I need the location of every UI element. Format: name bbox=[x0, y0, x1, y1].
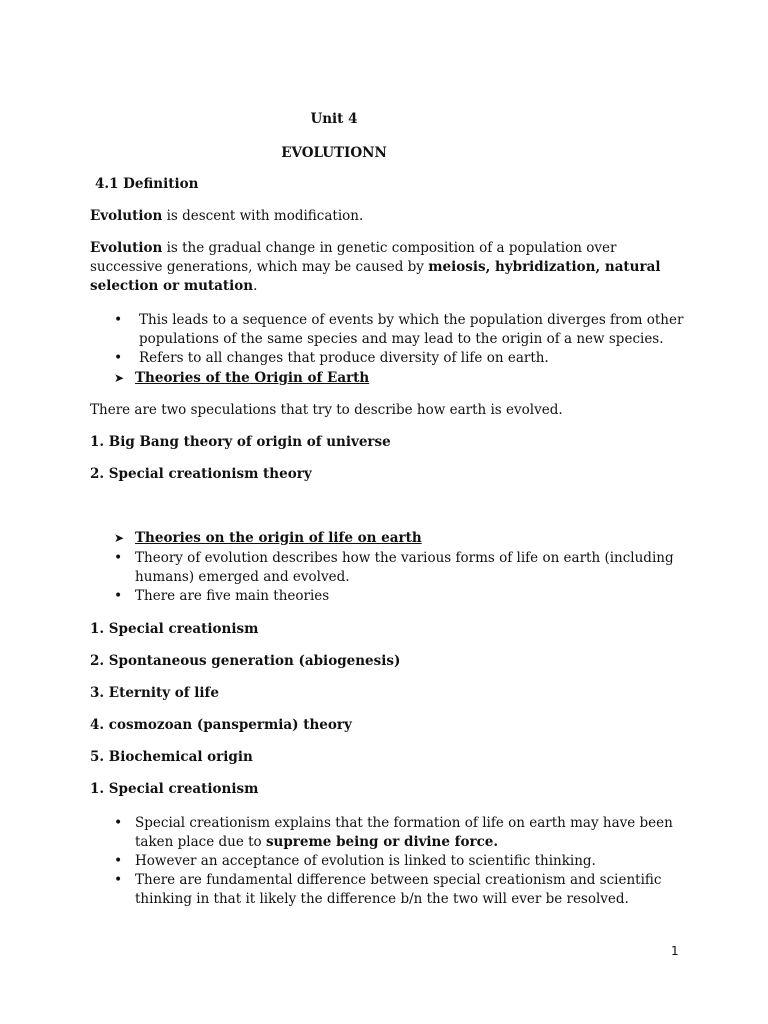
list-item bbox=[90, 549, 690, 587]
definition-2-end: . bbox=[253, 278, 258, 294]
earth-theory-2: 2. Special creationism theory bbox=[90, 466, 312, 482]
list-item bbox=[90, 349, 690, 368]
bullet-icon: • bbox=[114, 872, 123, 888]
definition-2-causes-cont: selection or mutation bbox=[90, 278, 254, 294]
list-item-emphasis: supreme being or divine force. bbox=[265, 834, 499, 850]
bullet-icon: • bbox=[114, 350, 123, 366]
arrow-icon: ➤ bbox=[114, 371, 125, 385]
definition-1-text: is descent with modification. bbox=[162, 208, 364, 224]
bullet-icon: • bbox=[114, 550, 123, 566]
sub-heading: 1. Special creationism bbox=[90, 781, 259, 797]
definition-2-term: Evolution bbox=[90, 240, 163, 256]
life-theory-1: 1. Special creationism bbox=[90, 621, 259, 637]
bullet-icon: • bbox=[114, 312, 123, 328]
life-theory-2: 2. Spontaneous generation (abiogenesis) bbox=[90, 653, 401, 669]
list-item-line: There are fundamental difference between special creationism and scientific bbox=[135, 872, 662, 888]
list-item-line: Theory of evolution describes how the various forms of life on earth (including bbox=[135, 550, 674, 566]
definition-2-line1: is the gradual change in genetic composition of a population over bbox=[162, 240, 617, 256]
unit-title: Unit 4 bbox=[310, 111, 358, 127]
bullet-list-2 bbox=[90, 549, 690, 606]
speculation-text: There are two speculations that try to describe how earth is evolved. bbox=[90, 402, 563, 418]
list-item-line: humans) emerged and evolved. bbox=[135, 569, 350, 585]
arrow-icon: ➤ bbox=[114, 531, 125, 545]
list-item-line: thinking in that it likely the difference b/n the two will ever be resolved. bbox=[135, 891, 629, 907]
bullet-icon: • bbox=[114, 853, 123, 869]
bullet-list-3 bbox=[90, 814, 690, 909]
list-item-line: Refers to all changes that produce diversity of life on earth. bbox=[139, 350, 549, 366]
chapter-title: EVOLUTIONN bbox=[281, 145, 387, 161]
list-item bbox=[90, 814, 690, 852]
definition-1-term: Evolution bbox=[90, 208, 163, 224]
life-theory-4: 4. cosmozoan (panspermia) theory bbox=[90, 717, 352, 733]
earth-theory-1: 1. Big Bang theory of origin of universe bbox=[90, 434, 391, 450]
definition-2-line2: successive generations, which may be caused by bbox=[90, 259, 429, 275]
definition-2-causes: meiosis, hybridization, natural bbox=[428, 259, 661, 275]
list-item-text: taken place due to bbox=[135, 834, 266, 850]
bullet-icon: • bbox=[114, 815, 123, 831]
bullet-list-1 bbox=[90, 311, 690, 368]
life-theory-3: 3. Eternity of life bbox=[90, 685, 219, 701]
life-theory-5: 5. Biochemical origin bbox=[90, 749, 253, 765]
list-item-line: There are five main theories bbox=[135, 588, 330, 604]
list-item-line: populations of the same species and may lead to the origin of a new species. bbox=[139, 331, 664, 347]
list-item-line bbox=[135, 833, 690, 852]
bullet-icon: • bbox=[114, 588, 123, 604]
list-item-line: Special creationism explains that the formation of life on earth may have been bbox=[135, 815, 673, 831]
arrow-heading-1-text: Theories of the Origin of Earth bbox=[135, 370, 370, 386]
definition-1 bbox=[90, 207, 363, 226]
definition-2 bbox=[90, 239, 660, 296]
list-item-line: This leads to a sequence of events by which the population diverges from other bbox=[139, 312, 684, 328]
arrow-heading-2-text: Theories on the origin of life on earth bbox=[135, 530, 422, 546]
list-item-line: However an acceptance of evolution is linked to scientific thinking. bbox=[135, 853, 596, 869]
page-number: 1 bbox=[671, 944, 679, 958]
section-heading: 4.1 Definition bbox=[95, 176, 199, 192]
list-item bbox=[90, 587, 690, 606]
list-item bbox=[90, 311, 690, 349]
list-item bbox=[90, 871, 690, 909]
list-item bbox=[90, 852, 690, 871]
